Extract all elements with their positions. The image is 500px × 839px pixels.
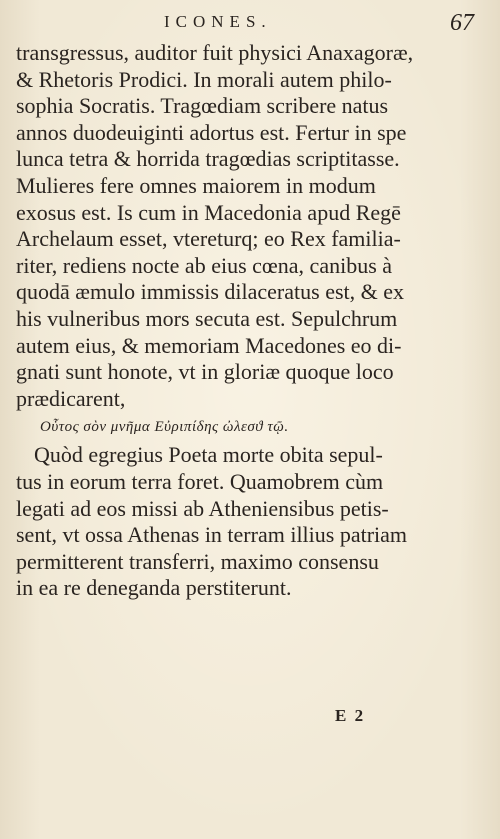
text-line: autem eius, & memoriam Macedones eo di-	[16, 332, 402, 358]
text-line: prædicarent,	[16, 385, 126, 411]
header-title: ICONES.	[164, 12, 272, 31]
text-line: lunca tetra & horrida tragœdias scriptitasse.	[16, 146, 400, 172]
body-text	[16, 40, 446, 602]
running-head	[0, 10, 500, 38]
page-number: 67	[450, 10, 474, 36]
text-line: sophia Socratis. Tragœdiam scribere natus	[16, 93, 389, 119]
text-line: in ea re deneganda perstiterunt.	[16, 575, 292, 601]
text-line: & Rhetoris Prodici. In morali autem philo-	[16, 66, 392, 92]
text-line: transgressus, auditor fuit physici Anaxagoræ,	[16, 40, 414, 65]
text-line: Mulieres fere omnes maiorem in modum	[16, 172, 376, 198]
text-line: his vulneribus mors secuta est. Sepulchrum	[16, 305, 398, 331]
text-line: exosus est. Is cum in Macedonia apud Regē	[16, 199, 401, 225]
text-line: gnati sunt honote, vt in gloriæ quoque loco	[16, 359, 394, 385]
text-line: permitterent transferri, maximo consensu	[16, 548, 379, 574]
text-line: annos duodeuiginti adortus est. Fertur in spe	[16, 119, 407, 145]
text-line: tus in eorum terra foret. Quamobrem cùm	[16, 468, 384, 494]
text-line: sent, vt ossa Athenas in terram illius patriam	[16, 522, 408, 548]
text-line: riter, rediens nocte ab eius cœna, canibus à	[16, 252, 393, 278]
text-line: legati ad eos missi ab Atheniensibus petis-	[16, 495, 389, 521]
text-line: Archelaum esset, vtereturq; eo Rex familia-	[16, 226, 401, 252]
text-line: quodā æmulo immissis dilaceratus est, & ex	[16, 279, 405, 305]
text-line: Quòd egregius Poeta morte obita sepul-	[34, 442, 383, 468]
signature-mark: E 2	[335, 706, 366, 725]
greek-epitaph: Οὗτος σὸν μνῆμα Εὐριπίδης ὠλεσϑ τῷ.	[40, 419, 289, 436]
